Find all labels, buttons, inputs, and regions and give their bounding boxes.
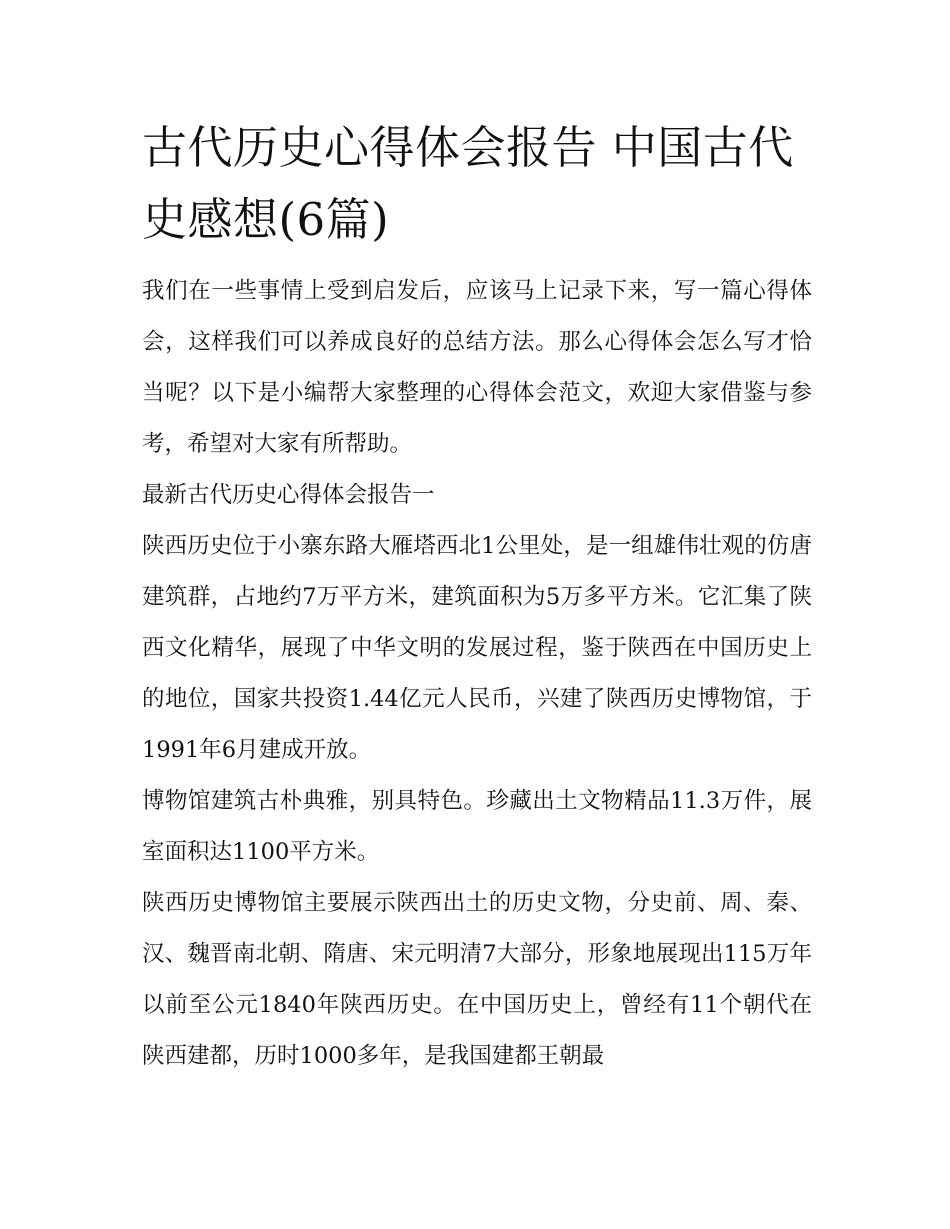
body-paragraph-location: 陕西历史位于小寨东路大雁塔西北1公里处，是一组雄伟壮观的仿唐建筑群，占地约7万平方米，建筑面积为5万多平方米。它汇集了陕西文化精华，展现了中华文明的发展过程，鉴于陕西在中国历史上的地位，国家共投资1.44亿元人民币，兴建了陕西历史博物馆，于1991年6月建成开放。 [142, 533, 812, 763]
document-title: 古代历史心得体会报告 中国古代史感想(6篇) [142, 121, 794, 246]
body-paragraph-exhibits: 陕西历史博物馆主要展示陕西出土的历史文物，分史前、周、秦、汉、魏晋南北朝、隋唐、宋元明清7大部分，形象地展现出115万年以前至公元1840年陕西历史。在中国历史上，曾经有11个朝代在陕西建都，历时1000多年，是我国建都王朝最 [142, 890, 812, 1069]
document-body [142, 112, 812, 1082]
body-paragraph-collection: 博物馆建筑古朴典雅，别具特色。珍藏出土文物精品11.3万件，展室面积达1100平方米。 [142, 788, 812, 865]
title-spacer [142, 256, 812, 266]
intro-paragraph: 我们在一些事情上受到启发后，应该马上记录下来，写一篇心得体会，这样我们可以养成良好的总结方法。那么心得体会怎么写才恰当呢？以下是小编帮大家整理的心得体会范文，欢迎大家借鉴与参考，希望对大家有所帮助。 [142, 278, 812, 457]
section-heading: 最新古代历史心得体会报告一 [142, 482, 435, 508]
